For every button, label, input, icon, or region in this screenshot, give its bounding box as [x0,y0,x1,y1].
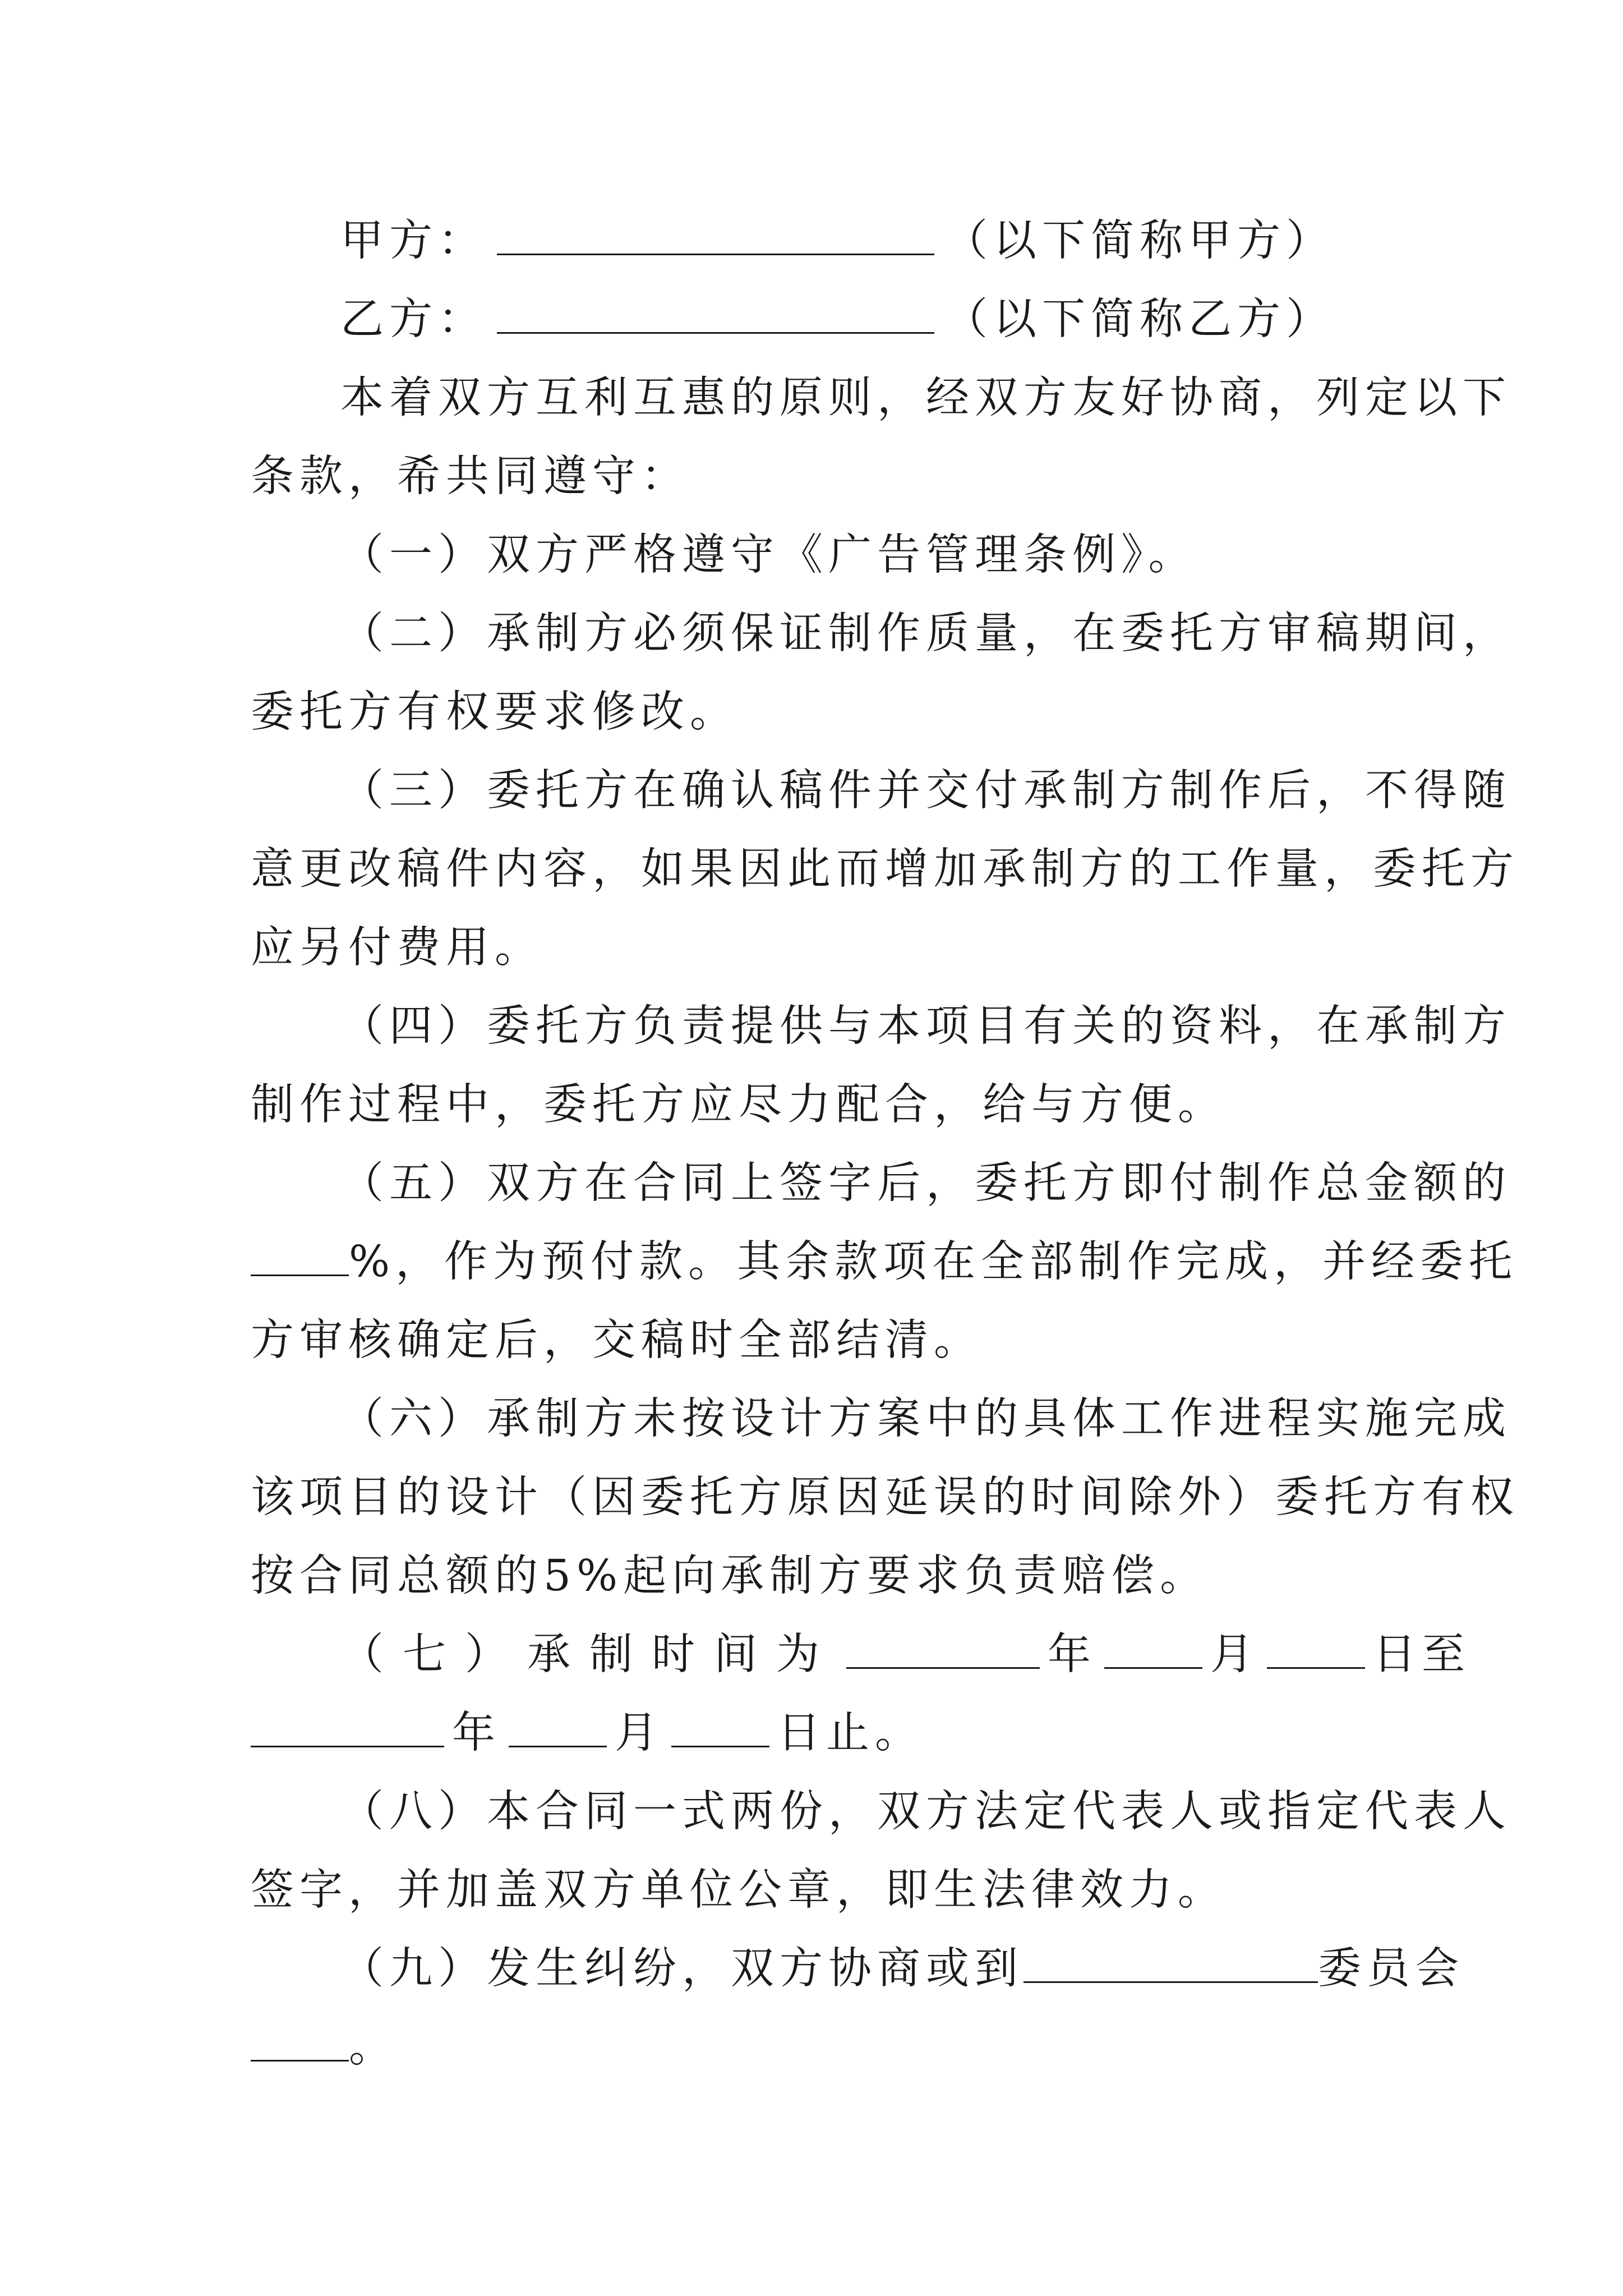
clause-9-end-blank[interactable] [251,2023,349,2062]
clause-6-line: （六）承制方未按设计方案中的具体工作进程实施完成 [340,1394,1511,1444]
clause-3-line: 意更改稿件内容，如果因此而增加承制方的工作量，委托方 [251,844,1519,894]
clause-1-line: （一）双方严格遵守《广告管理条例》。 [340,530,1197,580]
start-month-blank[interactable] [1104,1630,1202,1669]
start-day-blank[interactable] [1267,1630,1365,1669]
end-month-blank[interactable] [509,1709,607,1747]
clause-4-line: （四）委托方负责提供与本项目有关的资料，在承制方 [340,1001,1511,1051]
clause-9-prefix: （九）发生纠纷，双方协商或到 [340,1944,1023,1994]
party-a-blank[interactable] [497,217,934,255]
clause-3-line: 应另付费用。 [251,923,543,973]
month-label: 月 [1210,1630,1259,1680]
clause-2-line: 委托方有权要求修改。 [251,687,739,737]
day-to-label: 日至 [1373,1630,1470,1680]
party-b-line [251,280,1395,359]
clause-5-line [251,1223,1518,1301]
year-label: 年 [1048,1630,1096,1680]
clause-3-line: （三）委托方在确认稿件并交付承制方制作后，不得随 [340,766,1511,816]
preamble-line: 本着双方互利互惠的原则，经双方友好协商，列定以下 [340,373,1511,423]
clause-6-line: 该项目的设计（因委托方原因延误的时间除外）委托方有权 [251,1473,1519,1522]
end-year-blank[interactable] [251,1709,444,1747]
prepayment-percent-blank[interactable] [251,1237,349,1276]
arbitration-body-blank[interactable] [1023,1944,1318,1983]
year-label: 年 [452,1708,501,1758]
party-a-suffix: （以下简称甲方） [944,216,1335,266]
clause-9-line [251,1930,1464,2008]
party-a-line [251,202,1395,280]
month-label: 月 [615,1708,663,1758]
clause-4-line: 制作过程中，委托方应尽力配合，给与方便。 [251,1080,1227,1130]
clause-7-prefix: （七）承制时间为 [340,1630,838,1680]
clause-8-line: （八）本合同一式两份，双方法定代表人或指定代表人 [340,1787,1511,1837]
clause-7-line [251,1616,1470,1694]
clause-5-text: %，作为预付款。其余款项在全部制作完成，并经委托 [349,1237,1518,1287]
clause-2-line: （二）承制方必须保证制作质量，在委托方审稿期间， [340,609,1511,659]
clause-7-line [251,1694,1395,1773]
start-year-blank[interactable] [846,1630,1040,1669]
party-b-label: 乙方： [340,295,487,344]
clause-9-line [251,2008,1395,2087]
clause-8-line: 签字，并加盖双方单位公章，即生法律效力。 [251,1865,1227,1915]
clause-6-line: 按合同总额的5%起向承制方要求负责赔偿。 [251,1551,1209,1601]
clause-5-line: 方审核确定后，交稿时全部结清。 [251,1315,983,1365]
clause-9-suffix: 委员会 [1318,1944,1464,1994]
contract-body [251,202,1519,2087]
clause-5-line: （五）双方在合同上签字后，委托方即付制作总金额的 [340,1158,1511,1208]
clause-9-end: 。 [349,2022,398,2072]
party-b-blank[interactable] [497,295,934,334]
preamble-line: 条款，希共同遵守： [251,452,690,501]
party-b-suffix: （以下简称乙方） [944,295,1335,344]
end-day-blank[interactable] [671,1709,769,1747]
party-a-label: 甲方： [340,216,487,266]
day-end-label: 日止。 [777,1708,924,1758]
